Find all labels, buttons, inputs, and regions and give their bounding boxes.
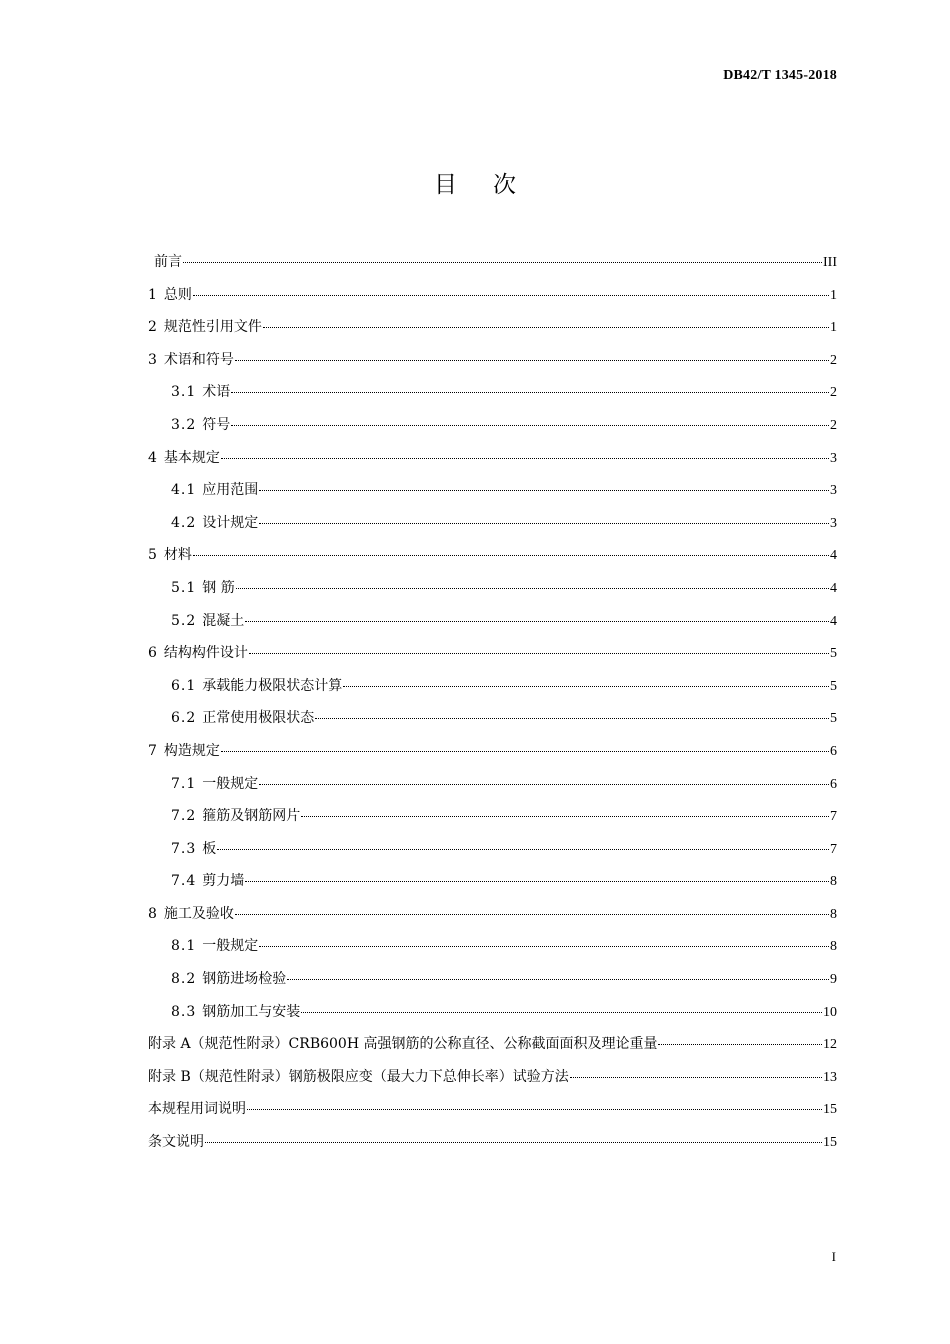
toc-entry-number: 6 xyxy=(148,645,158,662)
toc-entry-label: 板 xyxy=(202,840,217,857)
toc-entry-page: 8 xyxy=(830,939,837,955)
toc-entry-label: 剪力墙 xyxy=(202,873,245,890)
toc-entry[interactable] xyxy=(148,772,837,805)
toc-entry-number: 6.2 xyxy=(171,710,197,727)
dot-leader xyxy=(221,458,829,459)
toc-entry-label: 前言 xyxy=(154,254,182,270)
dot-leader xyxy=(236,588,829,589)
toc-entry-page: III xyxy=(823,255,837,270)
toc-entry-number: 4.2 xyxy=(171,514,197,531)
toc-entry-page: 6 xyxy=(830,776,837,792)
toc-entry-page: 15 xyxy=(823,1135,837,1151)
toc-entry[interactable] xyxy=(148,674,837,707)
dot-leader xyxy=(247,1109,822,1110)
toc-entry-page: 7 xyxy=(830,841,837,857)
toc-entry-label: 承载能力极限状态计算 xyxy=(202,677,343,694)
dot-leader xyxy=(245,621,829,622)
dot-leader xyxy=(183,262,822,263)
dot-leader xyxy=(221,751,829,752)
toc-entry-label: 钢 筋 xyxy=(202,579,235,596)
toc-entry[interactable] xyxy=(148,543,837,576)
toc-entry-label: 混凝土 xyxy=(202,612,245,629)
page-title: 目次 xyxy=(434,172,552,198)
dot-leader xyxy=(193,295,829,296)
toc-entry-label: 结构构件设计 xyxy=(163,645,248,662)
toc-entry[interactable] xyxy=(148,348,837,381)
toc-entry[interactable] xyxy=(148,413,837,446)
toc-entry[interactable] xyxy=(148,380,837,413)
toc-entry-number: 8.2 xyxy=(171,971,197,988)
toc-entry-label: 施工及验收 xyxy=(163,905,234,922)
toc-entry[interactable] xyxy=(148,869,837,902)
toc-entry-page: 1 xyxy=(830,287,837,303)
toc-entry[interactable] xyxy=(148,641,837,674)
dot-leader xyxy=(217,849,829,850)
toc-entry-number: 8 xyxy=(148,905,158,922)
toc-entry[interactable] xyxy=(148,837,837,870)
toc-entry-page: 5 xyxy=(830,646,837,662)
toc-entry-label: 术语和符号 xyxy=(163,351,234,368)
toc-entry-label: 设计规定 xyxy=(202,514,259,531)
toc-entry-page: 3 xyxy=(830,515,837,531)
toc-entry-page: 5 xyxy=(830,678,837,694)
toc-entry-label: 附录 B（规范性附录）钢筋极限应变（最大力下总伸长率）试验方法 xyxy=(148,1068,569,1085)
page-number: I xyxy=(831,1249,836,1264)
toc-entry[interactable] xyxy=(148,478,837,511)
toc-entry-number: 6.1 xyxy=(171,677,197,694)
dot-leader xyxy=(259,523,829,524)
toc-entry-number: 7.3 xyxy=(171,840,197,857)
toc-entry-label: 本规程用词说明 xyxy=(148,1101,246,1118)
toc-entry-label: 钢筋加工与安装 xyxy=(202,1003,301,1020)
toc-entry-number: 2 xyxy=(148,319,158,336)
toc-entry-page: 1 xyxy=(830,320,837,336)
toc-entry[interactable] xyxy=(148,967,837,1000)
dot-leader xyxy=(249,653,829,654)
toc-entry-page: 4 xyxy=(830,613,837,629)
toc-entry-number: 3 xyxy=(148,351,158,368)
dot-leader xyxy=(301,1012,822,1013)
toc-entry[interactable] xyxy=(148,1097,837,1130)
toc-entry[interactable] xyxy=(148,1032,837,1065)
toc-entry[interactable] xyxy=(148,446,837,479)
dot-leader xyxy=(259,784,829,785)
toc-entry-page: 8 xyxy=(830,906,837,922)
dot-leader xyxy=(263,327,829,328)
dot-leader xyxy=(231,392,829,393)
toc-entry-label: 构造规定 xyxy=(163,742,220,759)
toc-entry-number: 8.1 xyxy=(171,938,197,955)
toc-entry-number: 3.1 xyxy=(171,384,197,401)
toc-entry[interactable] xyxy=(148,576,837,609)
toc-entry-page: 2 xyxy=(830,385,837,401)
document-code: DB42/T 1345-2018 xyxy=(723,68,837,83)
dot-leader xyxy=(235,360,829,361)
toc-entry-label: 术语 xyxy=(202,384,231,401)
dot-leader xyxy=(231,425,829,426)
toc-entry[interactable] xyxy=(148,1000,837,1033)
dot-leader xyxy=(259,946,829,947)
dot-leader xyxy=(205,1142,822,1143)
dot-leader xyxy=(570,1077,822,1078)
toc-entry-number: 5 xyxy=(148,547,158,564)
toc-entry[interactable] xyxy=(148,902,837,935)
toc-entry[interactable] xyxy=(148,804,837,837)
dot-leader xyxy=(193,555,829,556)
toc-entry-page: 12 xyxy=(823,1037,837,1053)
toc-entry-page: 5 xyxy=(830,711,837,727)
toc-entry[interactable] xyxy=(148,609,837,642)
toc-entry-label: 符号 xyxy=(202,416,231,433)
dot-leader xyxy=(301,816,829,817)
toc-entry-page: 9 xyxy=(830,972,837,988)
toc-entry-page: 13 xyxy=(823,1069,837,1085)
toc-entry-label: 基本规定 xyxy=(163,449,220,466)
dot-leader xyxy=(245,881,829,882)
dot-leader xyxy=(235,914,829,915)
toc-entry-number: 7 xyxy=(148,742,158,759)
toc-entry-label: 附录 A（规范性附录）CRB600H 高强钢筋的公称直径、公称截面面积及理论重量 xyxy=(148,1036,658,1053)
dot-leader xyxy=(259,490,829,491)
toc-entry[interactable] xyxy=(148,1065,837,1098)
toc-entry-page: 2 xyxy=(830,417,837,433)
toc-entry-page: 8 xyxy=(830,874,837,890)
toc-entry-number: 8.3 xyxy=(171,1003,197,1020)
toc-entry-page: 10 xyxy=(823,1004,837,1020)
toc-entry-page: 4 xyxy=(830,580,837,596)
toc-entry[interactable] xyxy=(148,739,837,772)
table-of-contents xyxy=(148,250,837,1163)
toc-entry-page: 6 xyxy=(830,743,837,759)
toc-entry-number: 7.2 xyxy=(171,808,197,825)
dot-leader xyxy=(287,979,829,980)
toc-entry-label: 正常使用极限状态 xyxy=(202,710,315,727)
toc-entry-page: 3 xyxy=(830,450,837,466)
toc-entry-label: 一般规定 xyxy=(202,775,259,792)
toc-entry-number: 7.4 xyxy=(171,873,197,890)
toc-entry-number: 3.2 xyxy=(171,416,197,433)
toc-entry-number: 4 xyxy=(148,449,158,466)
toc-entry-number: 4.1 xyxy=(171,482,197,499)
toc-entry-label: 钢筋进场检验 xyxy=(202,971,287,988)
toc-entry-page: 7 xyxy=(830,809,837,825)
toc-entry-page: 4 xyxy=(830,548,837,564)
toc-entry-label: 规范性引用文件 xyxy=(163,319,262,336)
toc-entry[interactable] xyxy=(148,1130,837,1163)
toc-entry-page: 3 xyxy=(830,483,837,499)
toc-entry-page: 15 xyxy=(823,1102,837,1118)
toc-entry-number: 1 xyxy=(148,286,158,303)
toc-entry[interactable] xyxy=(148,283,837,316)
toc-entry-number: 7.1 xyxy=(171,775,197,792)
dot-leader xyxy=(658,1044,822,1045)
toc-entry-label: 条文说明 xyxy=(148,1134,204,1151)
toc-entry[interactable] xyxy=(148,706,837,739)
toc-entry-label: 应用范围 xyxy=(202,482,259,499)
toc-entry-page: 2 xyxy=(830,352,837,368)
dot-leader xyxy=(315,718,829,719)
toc-entry-number: 5.2 xyxy=(171,612,197,629)
toc-entry[interactable] xyxy=(148,511,837,544)
toc-entry[interactable] xyxy=(148,315,837,348)
toc-entry-label: 箍筋及钢筋网片 xyxy=(202,808,301,825)
toc-entry[interactable] xyxy=(148,934,837,967)
toc-entry-label: 总则 xyxy=(163,286,192,303)
toc-entry-label: 材料 xyxy=(163,547,192,564)
toc-entry-label: 一般规定 xyxy=(202,938,259,955)
toc-entry[interactable] xyxy=(148,250,837,283)
dot-leader xyxy=(343,686,829,687)
toc-entry-number: 5.1 xyxy=(171,579,197,596)
